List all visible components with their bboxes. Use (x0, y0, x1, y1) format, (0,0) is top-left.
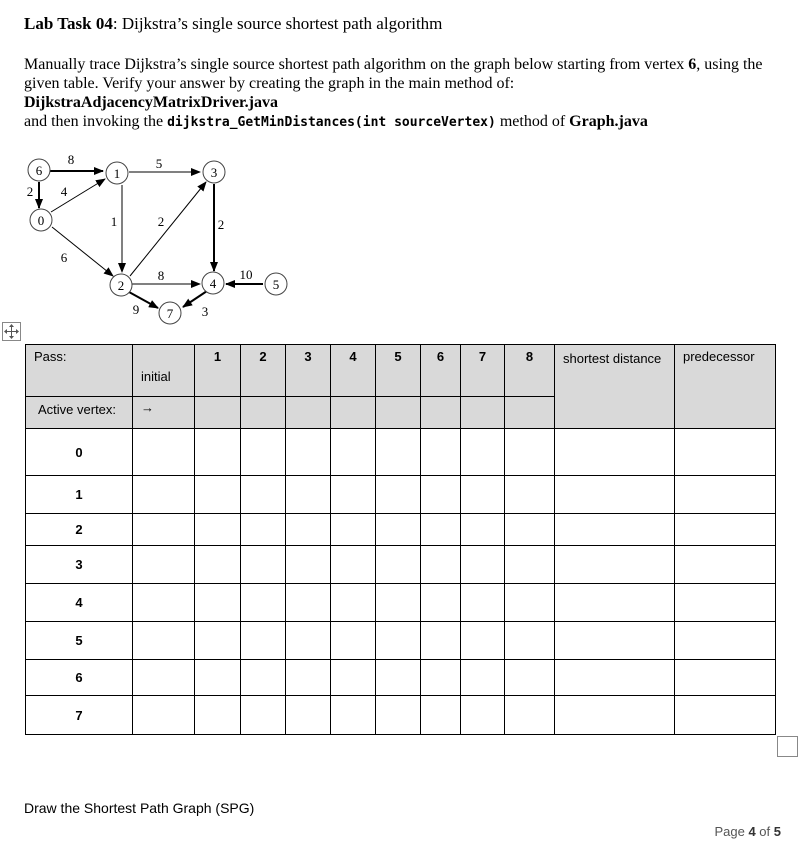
table-cell[interactable] (675, 660, 776, 696)
table-cell[interactable] (331, 622, 376, 660)
active-vertex-label: Active vertex: (26, 397, 133, 429)
table-cell[interactable] (195, 514, 241, 546)
spg-instruction: Draw the Shortest Path Graph (SPG) (24, 800, 255, 816)
table-cell[interactable] (241, 476, 286, 514)
table-cell[interactable] (195, 546, 241, 584)
table-cell[interactable] (331, 429, 376, 476)
table-cell[interactable] (133, 622, 195, 660)
vertex-row-label: 3 (26, 546, 133, 584)
vertex-row-label: 4 (26, 584, 133, 622)
vertex-row-label: 2 (26, 514, 133, 546)
edge-0-1 (51, 179, 105, 212)
pass-3-header: 3 (286, 345, 331, 397)
table-cell[interactable] (461, 660, 505, 696)
table-cell[interactable] (675, 476, 776, 514)
page-of: of (755, 824, 774, 839)
active-vertex-cell[interactable] (461, 397, 505, 429)
table-cell[interactable] (286, 660, 331, 696)
table-row (26, 429, 776, 476)
table-cell[interactable] (241, 429, 286, 476)
table-cell[interactable] (505, 696, 555, 735)
intro-text-2: , using the given table. Verify your answer by creating the graph in the main method of: (24, 56, 763, 92)
table-cell[interactable] (675, 622, 776, 660)
table-cell[interactable] (505, 514, 555, 546)
pass-label: Pass: (26, 345, 133, 397)
vertex-label-4: 4 (209, 276, 217, 291)
active-vertex-cell[interactable] (241, 397, 286, 429)
table-cell[interactable] (505, 584, 555, 622)
table-cell[interactable] (286, 546, 331, 584)
intro-text-4: method of (495, 113, 570, 130)
table-row (26, 476, 776, 514)
table-cell[interactable] (505, 429, 555, 476)
table-cell[interactable] (461, 584, 505, 622)
shortest-distance-header: shortest distance (555, 345, 675, 429)
dijkstra-trace-table-wrapper (25, 344, 776, 735)
table-cell[interactable] (376, 546, 421, 584)
vertex-row-label: 6 (26, 660, 133, 696)
weight-0-1: 4 (60, 184, 68, 199)
vertex-label-0: 0 (37, 213, 45, 228)
vertex-label-6: 6 (35, 163, 43, 178)
table-cell[interactable] (286, 476, 331, 514)
page-prefix: Page (714, 824, 749, 839)
table-cell[interactable] (421, 622, 461, 660)
table-cell[interactable] (331, 584, 376, 622)
table-cell[interactable] (133, 660, 195, 696)
table-cell[interactable] (376, 584, 421, 622)
table-cell[interactable] (241, 660, 286, 696)
table-row (26, 546, 776, 584)
table-cell[interactable] (241, 696, 286, 735)
pass-8-header: 8 (505, 345, 555, 397)
table-cell[interactable] (505, 660, 555, 696)
lab-task-description: : Dijkstra’s single source shortest path algorithm (112, 14, 443, 33)
active-vertex-cell[interactable] (331, 397, 376, 429)
vertex-label-3: 3 (210, 165, 218, 180)
table-cell[interactable] (421, 429, 461, 476)
table-cell[interactable] (461, 514, 505, 546)
pass-4-header: 4 (331, 345, 376, 397)
table-cell[interactable] (376, 696, 421, 735)
table-cell[interactable] (133, 546, 195, 584)
pass-7-header: 7 (461, 345, 505, 397)
table-cell[interactable] (195, 696, 241, 735)
table-cell[interactable] (286, 584, 331, 622)
start-vertex: 6 (688, 56, 697, 73)
table-cell[interactable] (555, 584, 675, 622)
table-cell[interactable] (555, 429, 675, 476)
table-cell[interactable] (241, 584, 286, 622)
graph-class-name: Graph.java (569, 113, 648, 130)
lab-title (24, 14, 442, 34)
table-cell[interactable] (461, 429, 505, 476)
predecessor-header: predecessor (675, 345, 776, 429)
current-page: 4 (748, 824, 756, 839)
vertex-label-1: 1 (113, 166, 121, 181)
weight-0-2: 6 (60, 250, 68, 265)
table-cell[interactable] (461, 622, 505, 660)
weight-2-7: 9 (132, 302, 140, 317)
vertex-row-label: 5 (26, 622, 133, 660)
vertex-row-label: 1 (26, 476, 133, 514)
table-cell[interactable] (421, 546, 461, 584)
table-cell[interactable] (555, 622, 675, 660)
table-cell[interactable] (133, 696, 195, 735)
table-cell[interactable] (376, 660, 421, 696)
weight-1-3: 5 (155, 156, 163, 171)
intro-text-3: and then invoking the (24, 113, 168, 130)
total-pages: 5 (773, 824, 781, 839)
instructions (24, 55, 794, 132)
table-row (26, 622, 776, 660)
weight-1-2: 1 (110, 214, 118, 229)
weight-6-0: 2 (26, 184, 34, 199)
table-cell[interactable] (555, 514, 675, 546)
weight-3-4: 2 (217, 217, 225, 232)
table-cell[interactable] (331, 546, 376, 584)
table-cell[interactable] (505, 546, 555, 584)
weight-6-1: 8 (67, 152, 75, 167)
table-cell[interactable] (461, 546, 505, 584)
weight-5-4: 10 (239, 267, 253, 282)
table-cell[interactable] (555, 696, 675, 735)
table-resize-handle[interactable] (777, 736, 798, 757)
page-number (714, 824, 781, 839)
table-cell[interactable] (286, 514, 331, 546)
table-cell[interactable] (195, 429, 241, 476)
table-cell[interactable] (195, 476, 241, 514)
method-signature: dijkstra_GetMinDistances(int sourceVertex) (167, 115, 496, 130)
table-cell[interactable] (675, 514, 776, 546)
table-cell[interactable] (421, 514, 461, 546)
table-cell[interactable] (555, 546, 675, 584)
table-row (26, 696, 776, 735)
vertex-row-label: 7 (26, 696, 133, 735)
table-cell[interactable] (331, 696, 376, 735)
lab-task-label: Lab Task 04 (24, 14, 113, 33)
table-row (26, 660, 776, 696)
table-cell[interactable] (331, 660, 376, 696)
table-cell[interactable] (376, 476, 421, 514)
table-cell[interactable] (505, 476, 555, 514)
table-cell[interactable] (195, 660, 241, 696)
table-cell[interactable] (286, 429, 331, 476)
active-vertex-cell[interactable] (505, 397, 555, 429)
table-cell[interactable] (241, 622, 286, 660)
table-cell[interactable] (133, 429, 195, 476)
table-cell[interactable] (331, 476, 376, 514)
active-vertex-cell[interactable] (376, 397, 421, 429)
dijkstra-trace-table (25, 344, 776, 735)
driver-class-name: DijkstraAdjacencyMatrixDriver.java (24, 94, 279, 111)
table-cell[interactable] (241, 514, 286, 546)
table-cell[interactable] (133, 476, 195, 514)
active-vertex-cell[interactable] (195, 397, 241, 429)
table-cell[interactable] (675, 696, 776, 735)
table-cell[interactable] (421, 696, 461, 735)
pass-1-header: 1 (195, 345, 241, 397)
table-cell[interactable] (133, 584, 195, 622)
pass-2-header: 2 (241, 345, 286, 397)
table-cell[interactable] (675, 429, 776, 476)
table-cell[interactable] (376, 429, 421, 476)
table-cell[interactable] (461, 696, 505, 735)
table-cell[interactable] (376, 622, 421, 660)
table-cell[interactable] (241, 546, 286, 584)
vertex-label-7: 7 (166, 306, 174, 321)
pass-6-header: 6 (421, 345, 461, 397)
table-cell[interactable] (286, 696, 331, 735)
table-cell[interactable] (286, 622, 331, 660)
vertex-row-label: 0 (26, 429, 133, 476)
move-arrows-icon (3, 323, 20, 340)
table-row (26, 584, 776, 622)
table-cell[interactable] (195, 584, 241, 622)
edge-2-3 (130, 182, 206, 276)
table-cell[interactable] (331, 514, 376, 546)
table-cell[interactable] (461, 476, 505, 514)
weight-2-3: 2 (157, 214, 165, 229)
vertex-label-2: 2 (117, 278, 125, 293)
table-row (26, 514, 776, 546)
table-cell[interactable] (555, 660, 675, 696)
weight-4-7: 3 (201, 304, 209, 319)
active-vertex-cell[interactable] (421, 397, 461, 429)
weight-2-4: 8 (157, 268, 165, 283)
pass-header-row (26, 345, 776, 397)
table-cell[interactable] (675, 584, 776, 622)
table-cell[interactable] (421, 476, 461, 514)
table-cell[interactable] (505, 622, 555, 660)
table-cell[interactable] (133, 514, 195, 546)
active-vertex-arrow: → (133, 397, 195, 429)
pass-5-header: 5 (376, 345, 421, 397)
vertex-label-5: 5 (272, 277, 280, 292)
active-vertex-cell[interactable] (286, 397, 331, 429)
initial-label: initial (133, 345, 195, 397)
table-cell[interactable] (195, 622, 241, 660)
weighted-directed-graph (20, 148, 310, 328)
table-cell[interactable] (376, 514, 421, 546)
table-cell[interactable] (555, 476, 675, 514)
table-cell[interactable] (675, 546, 776, 584)
table-move-handle[interactable] (2, 322, 21, 341)
intro-text-1: Manually trace Dijkstra’s single source shortest path algorithm on the graph below starting from vertex (24, 56, 689, 73)
table-cell[interactable] (421, 660, 461, 696)
table-cell[interactable] (421, 584, 461, 622)
